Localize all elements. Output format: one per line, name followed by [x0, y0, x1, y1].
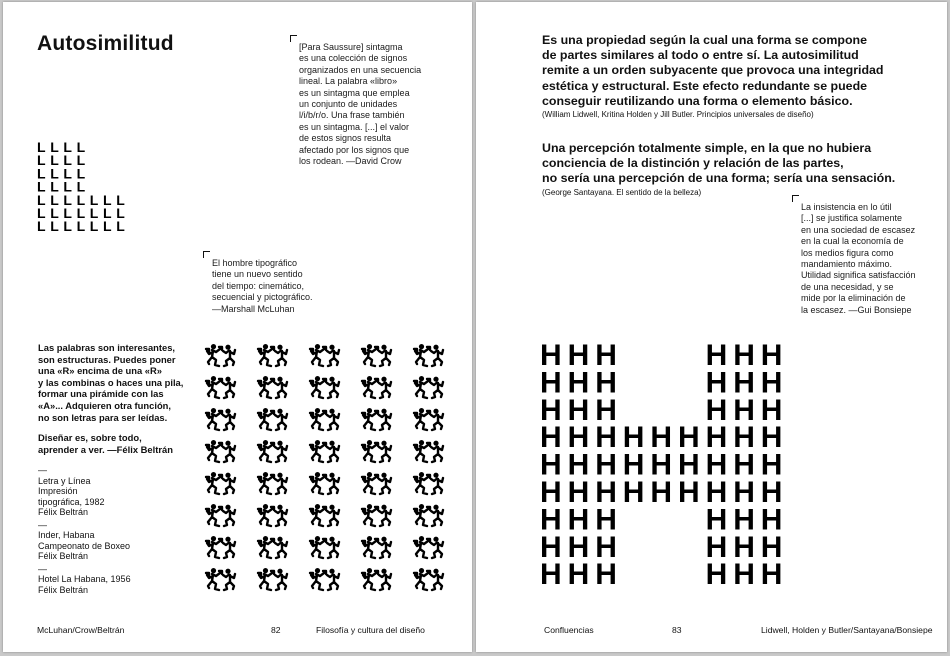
boxer-pictogram [362, 376, 391, 398]
letter-h-glyph: H [733, 366, 755, 400]
letter-h-glyph: H [595, 342, 617, 372]
letter-l-glyph: L [76, 191, 86, 208]
letter-l-glyph: L [50, 140, 59, 155]
letter-l-glyph: L [89, 218, 99, 232]
boxer-pictogram [414, 536, 443, 558]
boxer-pictogram [414, 344, 443, 366]
letter-l-glyph: L [37, 218, 46, 232]
boxer-pictogram [414, 408, 443, 430]
letter-h-glyph: H [595, 503, 617, 537]
letter-l-glyph: L [116, 191, 125, 208]
letter-h-glyph: H [567, 366, 590, 400]
letter-l-glyph: L [37, 178, 46, 195]
quote-santayana [542, 141, 942, 198]
cite-lidwell: (William Lidwell, Kritina Holden y Jill Butler. Principios universales de diseño) [542, 110, 814, 120]
boxer-pictogram [258, 376, 287, 398]
letter-h-glyph: H [540, 503, 562, 537]
letter-h-glyph: H [567, 558, 590, 592]
boxer-pictogram [362, 440, 391, 462]
boxer-pictogram [258, 344, 287, 366]
boxer-pictogram [310, 536, 339, 558]
letter-h-glyph: H [760, 366, 783, 400]
letter-l-glyph: L [50, 218, 59, 232]
letter-h-glyph: H [733, 558, 755, 592]
page-number: 82 [271, 625, 281, 635]
boxer-pictogram [414, 568, 443, 590]
boxer-pictogram [310, 440, 339, 462]
letter-l-glyph: L [89, 205, 99, 221]
letter-h-glyph: H [567, 342, 590, 372]
footer-book-title: Filosofía y cultura del diseño [316, 625, 425, 635]
letter-h-glyph: H [678, 476, 700, 509]
boxer-pictogram [206, 536, 235, 558]
letter-h-glyph: H [650, 421, 673, 455]
letter-l-glyph: L [63, 140, 72, 155]
letter-h-glyph: H [622, 448, 645, 482]
quote-lidwell-text: Es una propiedad según la cual una forma se compone de partes similares al todo o entre sí. La autosimilitud remite a un orden subyacente que provoca una integridad estética y estructural. Este efecto redundante se puede conseguir reutilizando una forma o elemento básico. [542, 33, 884, 108]
letter-h-glyph: H [733, 421, 755, 455]
boxer-pictogram [206, 440, 235, 462]
letter-l-glyph: L [63, 165, 72, 182]
letter-l-glyph: L [63, 205, 72, 221]
letter-l-glyph: L [116, 218, 125, 232]
letter-h-glyph: H [622, 476, 645, 509]
quote-santayana-text: Una percepción totalmente simple, en la que no hubiera conciencia de la distinción y relación de las partes, no sería una percepción de una forma; sería una sensación. [542, 141, 896, 186]
letter-h-glyph: H [760, 530, 783, 564]
letter-l-glyph: L [37, 205, 46, 221]
letter-h-glyph: H [678, 448, 700, 482]
boxer-pictogram [362, 344, 391, 366]
letter-h-glyph: H [760, 448, 783, 482]
letter-l-glyph: L [50, 191, 59, 208]
boxer-pictogram [258, 536, 287, 558]
boxer-pictogram [414, 440, 443, 462]
letter-h-glyph: H [595, 366, 617, 400]
quote-sub: Diseñar es, sobre todo, aprender a ver. —Félix Beltrán [38, 432, 173, 455]
boxer-pictogram [206, 504, 235, 526]
letter-h-glyph: H [705, 393, 728, 427]
letter-l-glyph: L [50, 165, 59, 182]
letter-l-glyph: L [76, 178, 86, 195]
boxer-pictogram [310, 504, 339, 526]
page-title: Autosimilitud [37, 32, 174, 55]
credit-item: — Inder, Habana Campeonato de Boxeo Félix Beltrán [38, 519, 131, 561]
letter-h-glyph: H [540, 448, 562, 482]
letter-h-glyph: H [760, 503, 783, 537]
letter-l-glyph: L [89, 191, 99, 208]
letter-l-glyph: L [63, 218, 72, 232]
letter-h-glyph: H [705, 342, 728, 372]
letter-l-glyph: L [103, 205, 112, 221]
letter-h-glyph: H [705, 530, 728, 564]
letter-h-glyph: H [567, 503, 590, 537]
letter-h-glyph: H [540, 476, 562, 509]
letter-h-glyph: H [705, 476, 728, 509]
letter-h-glyph: H [705, 366, 728, 400]
letter-h-glyph: H [567, 393, 590, 427]
boxer-pictogram [414, 504, 443, 526]
boxer-pictogram [414, 376, 443, 398]
letter-h-glyph: H [567, 421, 590, 455]
boxer-pictogram [258, 472, 287, 494]
letter-h-glyph: H [622, 421, 645, 455]
boxer-pictogram [310, 472, 339, 494]
footer-section: Confluencias [544, 625, 594, 635]
letter-h-glyph: H [540, 558, 562, 592]
letter-h-glyph: H [595, 448, 617, 482]
boxer-pictogram [310, 408, 339, 430]
quote-lidwell [542, 33, 942, 120]
letter-h-glyph: H [540, 342, 562, 372]
boxer-pictogram [310, 568, 339, 590]
letter-h-glyph: H [733, 503, 755, 537]
letter-h-glyph: H [705, 448, 728, 482]
letter-h-glyph: H [567, 530, 590, 564]
letter-h-glyph: H [595, 393, 617, 427]
boxer-pictogram [206, 568, 235, 590]
letter-h-glyph: H [595, 421, 617, 455]
credit-item: — Hotel La Habana, 1956 Félix Beltrán [38, 563, 131, 595]
letter-h-glyph: H [650, 476, 673, 509]
boxer-pictogram [206, 408, 235, 430]
letter-l-glyph: L [116, 205, 125, 221]
image-credits [38, 465, 158, 597]
letter-h-glyph: H [760, 558, 783, 592]
boxer-pictogram [206, 376, 235, 398]
letter-h-glyph: H [760, 393, 783, 427]
letter-h-glyph: H [733, 476, 755, 509]
quote-beltran [38, 342, 188, 464]
letter-l-glyph: L [37, 140, 46, 155]
boxer-pictogram [310, 344, 339, 366]
letter-h-pattern [540, 342, 790, 592]
letter-l-glyph: L [103, 191, 112, 208]
letter-h-glyph: H [733, 393, 755, 427]
letter-h-glyph: H [595, 476, 617, 509]
boxer-pictogram [362, 568, 391, 590]
quote-main: Las palabras son interesantes, son estructuras. Puedes poner una «R» encima de una «R» y las combinas o haces una pila, formar una pirámide con las «A»... Adquieren otra función, no son letras para ser leídas. [38, 342, 184, 423]
letter-l-glyph: L [76, 205, 86, 221]
letter-l-glyph: L [37, 165, 46, 182]
letter-l-glyph: L [50, 152, 59, 169]
boxer-pictogram [206, 472, 235, 494]
boxer-pictogram [362, 536, 391, 558]
letter-h-glyph: H [705, 558, 728, 592]
boxer-pictogram [362, 408, 391, 430]
letter-l-glyph: L [76, 165, 86, 182]
boxer-pictogram [258, 504, 287, 526]
letter-l-pattern [37, 140, 132, 232]
letter-l-glyph: L [50, 178, 59, 195]
letter-l-glyph: L [76, 152, 86, 169]
note-mcluhan: El hombre tipográfico tiene un nuevo sentido del tiempo: cinemático, secuencial y pictográfico. —Marshall McLuhan [207, 258, 372, 315]
letter-h-glyph: H [760, 421, 783, 455]
letter-l-glyph: L [63, 191, 72, 208]
letter-h-glyph: H [733, 448, 755, 482]
letter-h-glyph: H [567, 476, 590, 509]
letter-l-glyph: L [37, 191, 46, 208]
letter-l-glyph: L [63, 152, 72, 169]
note-saussure: [Para Saussure] sintagma es una colección de signos organizados en una secuencia lineal. La palabra «libro» es un sintagma que emplea un conjunto de unidades l/i/b/r/o. Una frase también es un sintagma. [...] el valor de estos signos resulta afectado por los signos que los rodean. —David Crow [294, 42, 459, 167]
letter-l-glyph: L [37, 152, 46, 169]
boxer-pictogram [414, 472, 443, 494]
letter-h-glyph: H [540, 393, 562, 427]
letter-h-glyph: H [760, 476, 783, 509]
boxer-pictogram [362, 504, 391, 526]
note-bonsiepe: La insistencia en lo útil [...] se justifica solamente en una sociedad de escasez en la cual la economía de los medios figura como mandamiento máximo. Utilidad significa satisfacción de una necesidad, y se mide por la eliminación de la escasez. —Gui Bonsiepe [796, 202, 941, 316]
letter-h-glyph: H [540, 366, 562, 400]
letter-l-glyph: L [63, 178, 72, 195]
boxer-pictogram [258, 408, 287, 430]
page-number: 83 [672, 625, 682, 635]
footer-authors: Lidwell, Holden y Butler/Santayana/Bonsiepe [761, 625, 933, 635]
footer-authors: McLuhan/Crow/Beltrán [37, 625, 125, 635]
boxer-pictogram [310, 376, 339, 398]
letter-h-glyph: H [595, 558, 617, 592]
cite-santayana: (George Santayana. El sentido de la belleza) [542, 187, 702, 197]
letter-l-glyph: L [76, 140, 86, 155]
left-page [3, 2, 472, 652]
letter-h-glyph: H [678, 421, 700, 455]
letter-h-glyph: H [595, 530, 617, 564]
letter-h-glyph: H [733, 342, 755, 372]
boxers-pictogram-grid [200, 342, 460, 600]
letter-h-glyph: H [705, 421, 728, 455]
letter-h-glyph: H [540, 421, 562, 455]
boxer-pictogram [362, 472, 391, 494]
letter-l-glyph: L [103, 218, 112, 232]
letter-h-glyph: H [567, 448, 590, 482]
boxer-pictogram [258, 568, 287, 590]
credit-item: — Letra y Línea Impresión tipográfica, 1982 Félix Beltrán [38, 465, 105, 517]
letter-h-glyph: H [540, 530, 562, 564]
letter-h-glyph: H [650, 448, 673, 482]
letter-l-glyph: L [50, 205, 59, 221]
right-page [476, 2, 947, 652]
letter-h-glyph: H [733, 530, 755, 564]
letter-l-glyph: L [76, 218, 86, 232]
letter-h-glyph: H [705, 503, 728, 537]
letter-h-glyph: H [760, 342, 783, 372]
boxer-pictogram [206, 344, 235, 366]
boxer-pictogram [258, 440, 287, 462]
